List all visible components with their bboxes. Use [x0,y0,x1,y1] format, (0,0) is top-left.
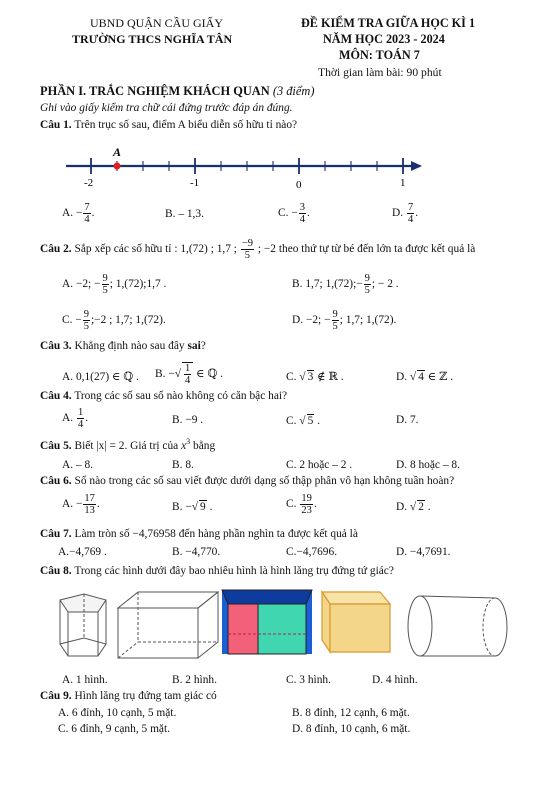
q7-option-b[interactable]: B. −4,770. [172,546,221,558]
school-district: UBND QUẬN CẦU GIẤY [90,16,223,30]
question-5: Câu 5. Biết |x| = 2. Giá trị của $x^3$ bằng [40,437,216,452]
q3-label: Câu 3. [40,340,72,352]
question-8: Câu 8. Trong các hình dưới đây bao nhiêu hình là hình lăng trụ đứng tứ giác? [40,565,394,577]
number-line [60,142,440,192]
q4-option-a[interactable]: A. $\frac{1}{4}$ . [62,407,89,430]
q1-label: Câu 1. [40,119,72,131]
q7-option-a[interactable]: A.−4,769 . [58,546,107,558]
q9-option-b[interactable]: B. 8 đỉnh, 12 cạnh, 6 mặt. [292,707,410,719]
q2-fraction: $\frac{-9}{5}$ [241,238,253,261]
exam-title: ĐỀ KIỂM TRA GIỮA HỌC KÌ 1 [301,16,476,30]
number-line-arrow [411,161,422,171]
question-6: Câu 6. Số nào trong các số sau viết được dưới dạng số thập phân vô hạn không tuần hoàn? [40,475,455,487]
q1-c-fraction: $\frac{3}{4}$ [299,202,305,225]
q5-option-b[interactable]: B. 8. [172,459,194,471]
subject: MÔN: TOÁN 7 [339,48,420,62]
q9-option-a[interactable]: A. 6 đỉnh, 10 cạnh, 5 mặt. [58,707,177,719]
q3-option-b[interactable]: B. −√ $\frac{1}{4}$ ∈ ℚ . [155,363,224,386]
cuboid-figure [118,592,218,658]
q3-option-c[interactable]: C. √ 3 ∉ ℝ . [286,371,344,383]
point-a-label: A [113,145,122,159]
q4-option-c[interactable]: C. √ 5 . [286,415,320,427]
q7-option-c[interactable]: C.−4,7696. [286,546,338,558]
q1-option-d[interactable]: D. $\frac{7}{4}$ . [392,202,419,225]
q7-option-d[interactable]: D. −4,7691. [396,546,451,558]
q5-option-a[interactable]: A. – 8. [62,459,94,471]
q9-label: Câu 9. [40,690,72,702]
q8-option-d[interactable]: D. 4 hình. [372,674,418,686]
q3-option-d[interactable]: D. √ 4 ∈ ℤ . [396,371,454,383]
q2-option-c[interactable]: C. − $\frac{9}{5}$ ;−2 ; 1,7; 1,(72). [62,309,166,332]
q8-option-c[interactable]: C. 3 hình. [286,674,331,686]
q2-option-d[interactable]: D. −2; − $\frac{9}{5}$ ; 1,7; 1,(72). [292,309,397,332]
tick-label-minus-2: -2 [84,177,94,189]
q4-option-b[interactable]: B. −9 . [172,414,204,426]
pentagonal-prism-figure [60,594,106,656]
q7-label: Câu 7. [40,528,72,540]
q6-option-b[interactable]: B. −√ 9 . [172,501,213,513]
q6-option-a[interactable]: A. − $\frac{17}{13}$ . [62,493,100,516]
q2-option-a[interactable]: A. −2; − $\frac{9}{5}$ ; 1,(72);1,7 . [62,273,167,296]
school-name: TRƯỜNG THCS NGHĨA TÂN [72,32,233,46]
q8-label: Câu 8. [40,565,72,577]
exam-duration: Thời gian làm bài: 90 phút [318,66,442,79]
q4-label: Câu 4. [40,390,72,402]
q4-option-d[interactable]: D. 7. [396,414,419,426]
cylinder-figure [408,596,507,656]
q1-option-b[interactable]: B. – 1,3. [165,208,204,220]
question-4: Câu 4. Trong các số sau số nào không có căn bậc hai? [40,390,288,402]
colored-triangular-prism-figure [222,590,312,654]
point-a-marker [114,163,121,170]
tick-label-1: 1 [400,177,406,189]
question-1 [40,119,297,131]
q8-option-b[interactable]: B. 2 hình. [172,674,217,686]
gold-trapezoid-prism-figure [322,592,390,652]
q1-d-fraction: $\frac{7}{4}$ [407,202,414,225]
q2-label: Câu 2. [40,243,72,256]
question-2: Câu 2. Sắp xếp các số hữu tỉ : 1,(72) ; 1,7 ; $\frac{-9}{5}$ ; −2 theo thứ tự từ bé đến lớn ta được kết quả là [40,238,476,261]
part1-instruction: Ghi vào giấy kiểm tra chữ cái đứng trước đáp án đúng. [40,102,293,114]
q5-option-d[interactable]: D. 8 hoặc – 8. [396,459,460,471]
q1-text: Trên trục số sau, điểm A biểu diễn số hữu tỉ nào? [74,119,298,131]
q3-option-a[interactable]: A. 0,1(27) ∈ ℚ . [62,371,139,383]
q9-option-c[interactable]: C. 6 đỉnh, 9 cạnh, 5 mặt. [58,723,170,735]
q6-option-d[interactable]: D. √ 2 . [396,501,431,513]
q2-option-b[interactable]: B. 1,7; 1,(72);− $\frac{9}{5}$ ; − 2 . [292,273,399,296]
part1-title: PHẦN I. TRẮC NGHIỆM KHÁCH QUAN [40,84,270,98]
q1-a-fraction: $\frac{7}{4}$ [84,202,90,225]
q5-option-c[interactable]: C. 2 hoặc – 2 . [286,459,353,471]
q8-option-a[interactable]: A. 1 hình. [62,674,108,686]
part1-heading [40,84,314,99]
question-9: Câu 9. Hình lăng trụ đứng tam giác có [40,690,217,702]
question-7: Câu 7. Làm tròn số −4,76958 đến hàng phần nghìn ta được kết quả là [40,528,358,540]
q6-option-c[interactable]: C. $\frac{19}{23}$ . [286,493,317,516]
school-year: NĂM HỌC 2023 - 2024 [323,32,445,46]
q8-figures [40,586,520,666]
q9-option-d[interactable]: D. 8 đỉnh, 10 cạnh, 6 mặt. [292,723,411,735]
tick-label-minus-1: -1 [190,177,200,189]
q1-option-c[interactable]: C. − $\frac{3}{4}$ . [278,202,310,225]
part1-points: (3 điểm) [272,84,315,98]
question-3: Câu 3. Khẳng định nào sau đây sai? [40,340,206,352]
q1-option-a[interactable]: A. − $\frac{7}{4}$ . [62,202,95,225]
q6-label: Câu 6. [40,475,72,487]
q5-label: Câu 5. [40,439,72,452]
tick-label-0: 0 [296,179,302,191]
